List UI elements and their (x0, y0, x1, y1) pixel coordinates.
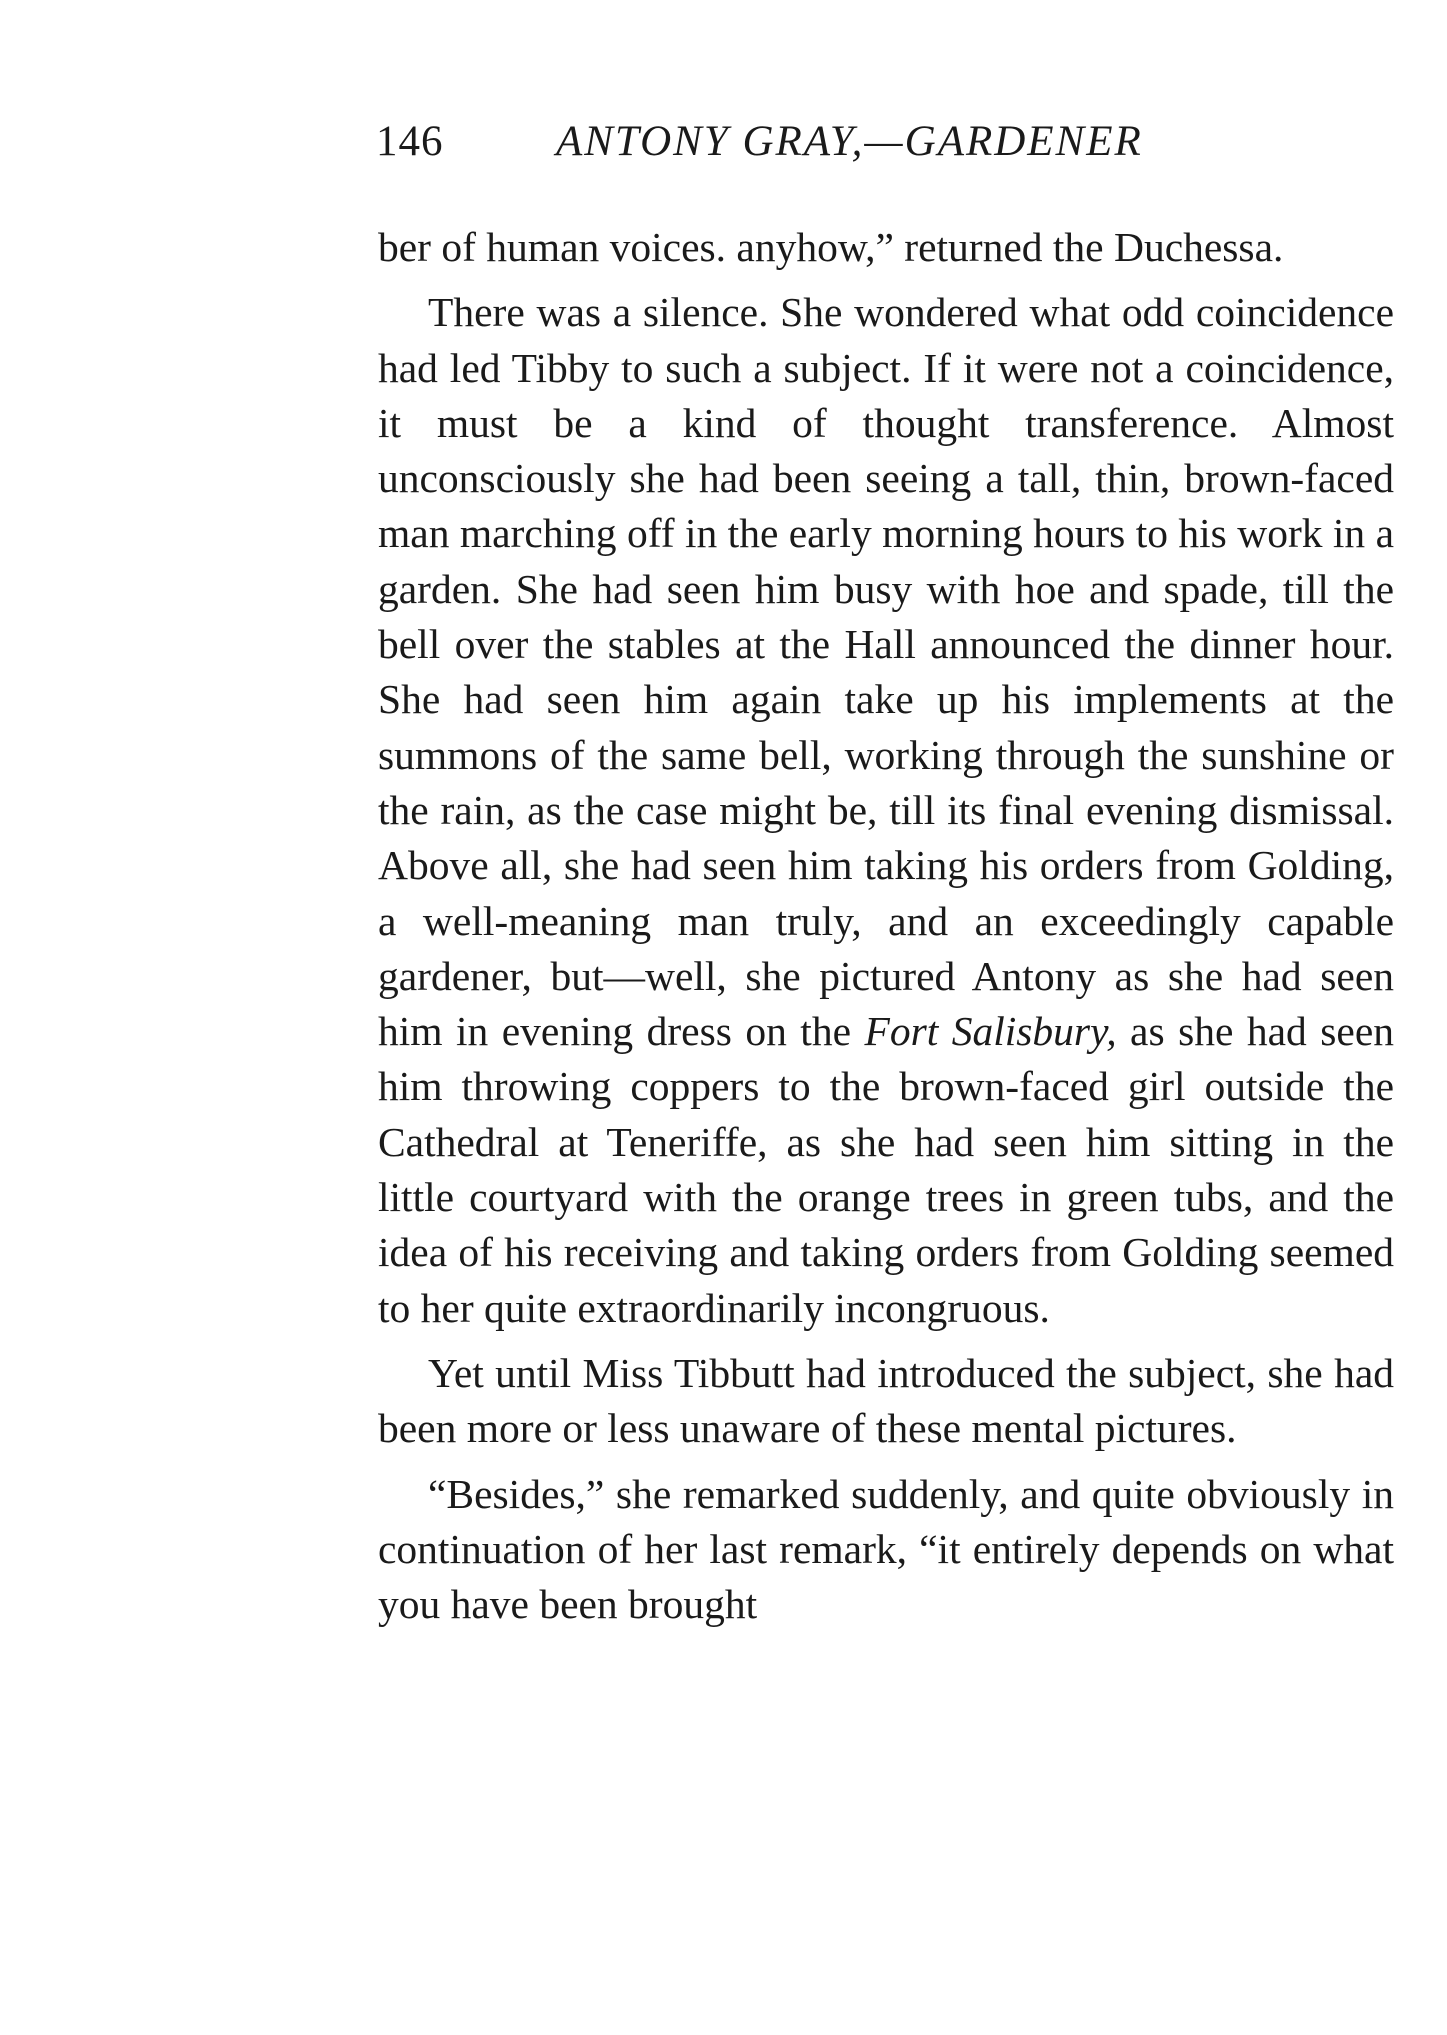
paragraph: “Besides,” she remarked suddenly, and quite obviously in continuation of her last remark, “it entirely depends on what you have been brought (378, 1470, 1394, 1628)
paragraph-text: as she had seen him throwing coppers to the brown-faced girl outside the Cathedral at Teneriffe, as she had seen him sitting in the little courtyard with the orange trees in green tubs, and the idea of his receiving and taking orders from Golding seemed to her quite extraordinarily incongruous. (378, 1008, 1394, 1331)
ship-name: Fort Salisbury, (864, 1008, 1117, 1055)
paragraph (378, 285, 1394, 1336)
running-title: ANTONY GRAY,—GARDENER (556, 118, 1143, 165)
paragraph: Yet until Miss Tibbutt had introduced the subject, she had been more or less unaware of these mental pictures. (378, 1349, 1394, 1452)
body-text (378, 220, 1394, 1632)
page-header (376, 112, 1396, 172)
paragraph-continued: ber of human voices. anyhow,” returned the Duchessa. (378, 224, 1284, 270)
page-number: 146 (376, 118, 444, 165)
paragraph-text: There was a silence. She wondered what odd coincidence had led Tibby to such a subject. If it were not a coincidence, it must be a kind of thought transference. Almost unconsciously she had been seeing a tall, thin, brown-faced man marching off in the early morning hours to his work in a garden. She had seen him busy with hoe and spade, till the bell over the stables at the Hall announced the dinner hour. She had seen him again take up his implements at the summons of the same bell, working through the sunshine or the rain, as the case might be, till its final evening dismissal. Above all, she had seen him taking his orders from Golding, a well-meaning man truly, and an exceedingly capable gardener, but—well, she pictured Antony as she had seen him in evening dress on the (378, 289, 1394, 1055)
